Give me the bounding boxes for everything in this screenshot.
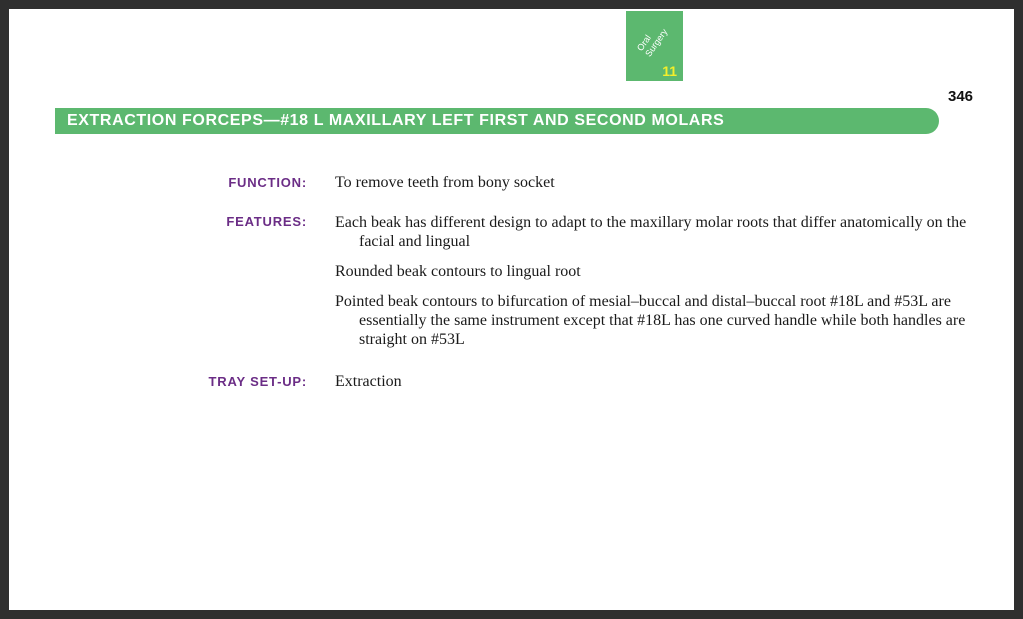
features-paragraph-2: Rounded beak contours to lingual root [335,263,581,280]
tray-setup-text: Extraction [335,373,402,390]
features-paragraph-3: Pointed beak contours to bifurcation of mesial–buccal and distal–buccal root #18L and #53L are essentially the same instrument except that #18L has one curved handle while both handles are straight on #53L [335,293,966,348]
document-page [9,9,1014,610]
page-number: 346 [948,88,974,105]
chapter-tab [626,11,683,81]
function-label: FUNCTION: [228,175,307,190]
features-paragraph-1: Each beak has different design to adapt to the maxillary molar roots that differ anatomically on the facial and lingual [335,214,967,250]
chapter-number: 11 [662,63,677,79]
chapter-label: Oral Surgery [635,26,670,59]
tray-setup-label: TRAY SET-UP: [208,374,307,389]
title-banner [55,108,939,134]
features-label: FEATURES: [226,214,307,229]
page-title: EXTRACTION FORCEPS—#18 L MAXILLARY LEFT FIRST AND SECOND MOLARS [67,112,725,129]
function-text: To remove teeth from bony socket [335,174,555,191]
